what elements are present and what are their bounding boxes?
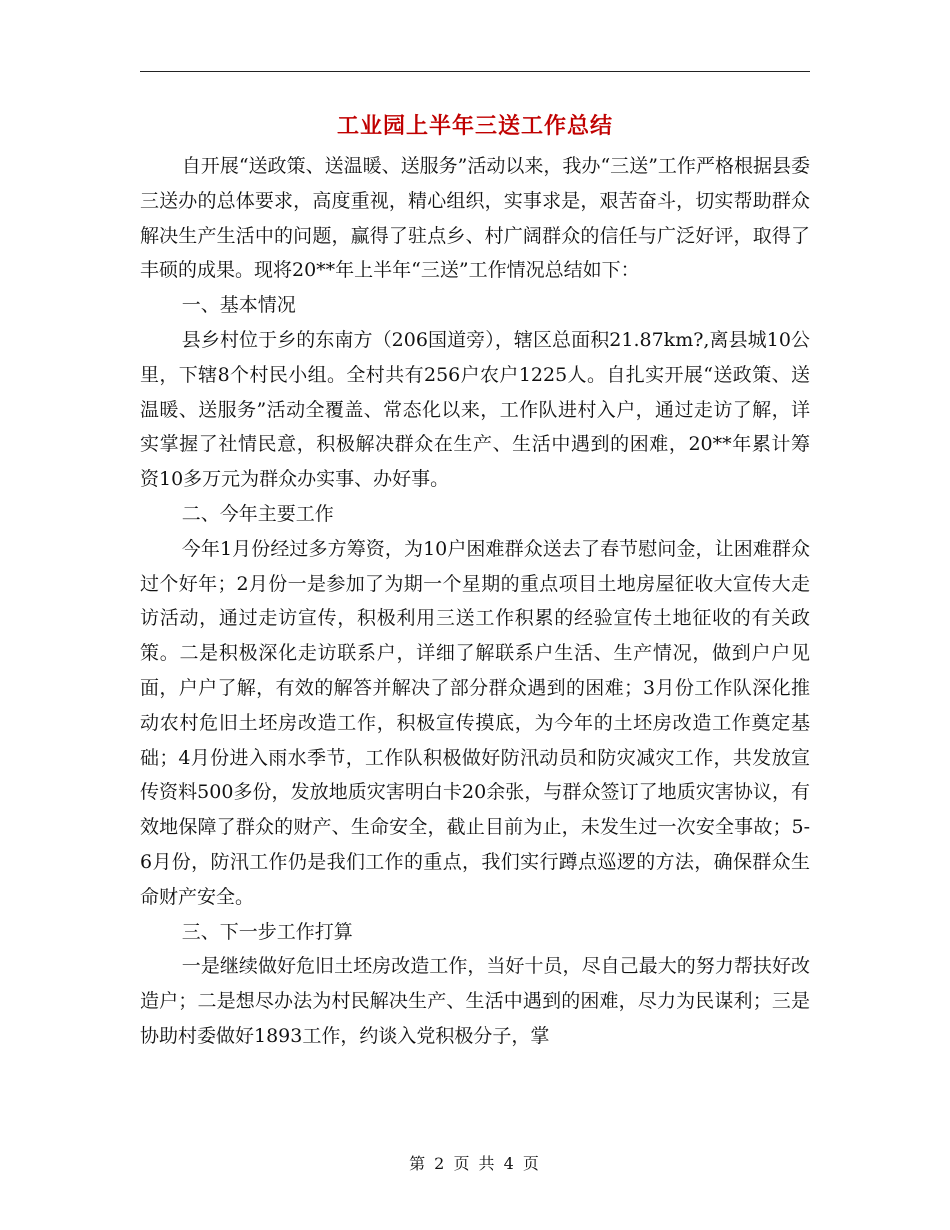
page-number: 第 2 页 共 4 页 (409, 1154, 541, 1173)
header-rule (140, 71, 810, 72)
intro-paragraph: 自开展“送政策、送温暖、送服务”活动以来，我办“三送”工作严格根据县委三送办的总体要求，高度重视，精心组织，实事求是，艰苦奋斗，切实帮助群众解决生产生活中的问题，赢得了驻点乡、村广阔群众的信任与广泛好评，取得了丰硕的成果。现将20**年上半年“三送”工作情况总结如下： (140, 155, 810, 282)
section-heading-basic-situation: 一、基本情况 (181, 294, 296, 317)
section-heading-main-work: 二、今年主要工作 (181, 502, 334, 525)
document-body (140, 149, 810, 1054)
main-work-paragraph: 今年1月份经过多方筹资，为10户困难群众送去了春节慰问金，让困难群众过个好年；2月份一是参加了为期一个星期的重点项目土地房屋征收大宣传大走访活动，通过走访宣传，积极利用三送工作积累的经验宣传土地征收的有关政策。二是积极深化走访联系户，详细了解联系户生活、生产情况，做到户户见面，户户了解，有效的解答并解决了部分群众遇到的困难；3月份工作队深化推动农村危旧土坯房改造工作，积极宣传摸底，为今年的土坯房改造工作奠定基础；4月份进入雨水季节，工作队积极做好防汛动员和防灾减灾工作，共发放宣传资料500多份，发放地质灾害明白卡20余张，与群众签订了地质灾害协议，有效地保障了群众的财产、生命安全，截止目前为止，未发生过一次安全事故；5-6月份，防汛工作仍是我们工作的重点，我们实行蹲点巡逻的方法，确保群众生命财产安全。 (140, 537, 810, 908)
section-heading-next-plan: 三、下一步工作打算 (181, 920, 353, 943)
document-title: 工业园上半年三送工作总结 (336, 113, 613, 139)
next-plan-paragraph: 一是继续做好危旧土坯房改造工作，当好十员，尽自己最大的努力帮扶好改造户；二是想尽办法为村民解决生产、生活中遇到的困难，尽力为民谋利；三是协助村委做好1893工作，约谈入党积极分子，掌 (140, 955, 810, 1047)
basic-situation-paragraph: 县乡村位于乡的东南方（206国道旁），辖区总面积21.87km?,离县城10公里，下辖8个村民小组。全村共有256户农户1225人。自扎实开展“送政策、送温暖、送服务”活动全覆盖、常态化以来，工作队进村入户，通过走访了解，详实掌握了社情民意，积极解决群众在生产、生活中遇到的困难，20**年累计筹资10多万元为群众办实事、办好事。 (140, 328, 810, 491)
